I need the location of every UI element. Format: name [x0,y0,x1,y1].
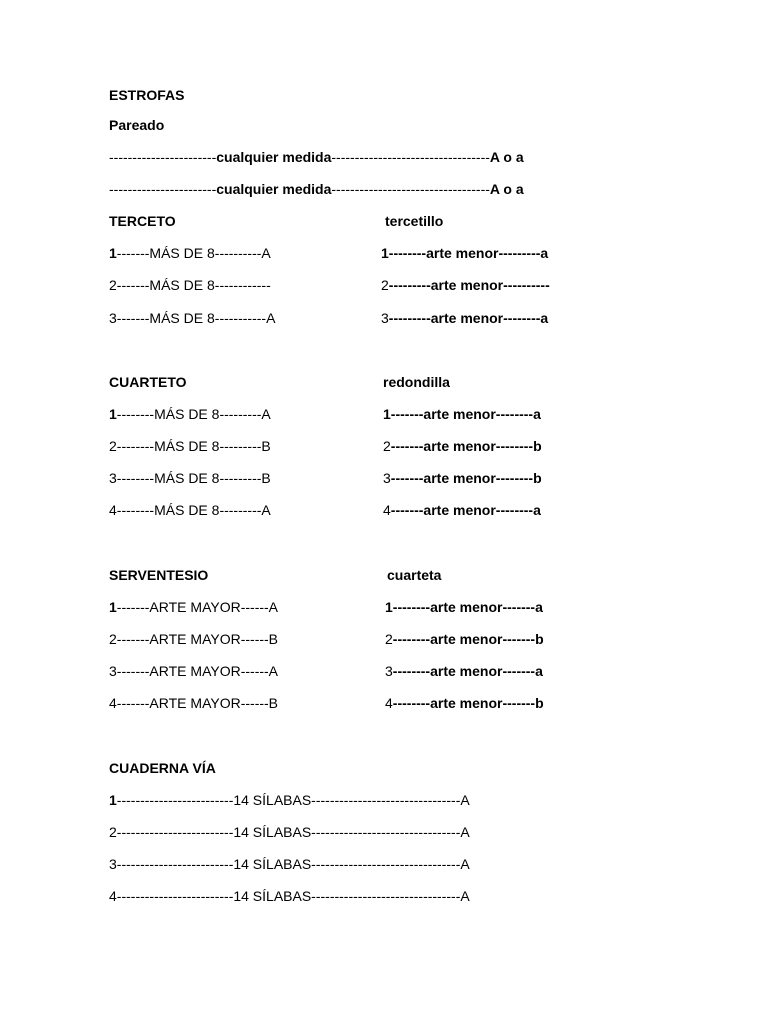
line-text: -------arte menor--------b [390,438,542,454]
line-number: 4 [383,502,391,518]
dashes: ----------------------- [109,149,217,165]
redondilla-line-2 [383,437,542,455]
cuarteta-line-4 [385,694,544,712]
line-text: -------ARTE MAYOR------A [116,663,279,679]
redondilla-line-4 [383,501,541,519]
cuarteto-heading: CUARTETO [109,374,187,390]
line-text: --------arte menor---------a [388,245,549,261]
serventesio-heading: SERVENTESIO [109,567,209,583]
line-number: 2 [381,277,389,293]
line-number: 1 [385,599,393,615]
line-text: -------arte menor--------b [390,470,542,486]
line-number: 3 [383,470,391,486]
terceto-line-3 [109,309,275,327]
line-number: 3 [109,856,117,872]
dashes: ---------------------------------- [331,181,490,197]
line-text: -------arte menor--------a [390,406,541,422]
redondilla-line-1 [383,405,541,423]
terceto-line-2 [109,276,271,294]
cuarteto-line-1 [109,405,271,423]
redondilla-heading: redondilla [383,374,450,390]
terceto-heading: TERCETO [109,213,176,229]
line-text: --------arte menor-------b [392,631,544,647]
line-number: 1 [381,245,389,261]
cuarteto-line-3 [109,469,271,487]
cuaderna-line-3 [109,855,470,873]
line-number: 2 [109,277,117,293]
line-number: 3 [109,470,117,486]
line-number: 2 [109,631,117,647]
line-number: 2 [109,824,117,840]
pareado-line-1 [109,148,524,166]
line-text: -------MÁS DE 8------------ [116,277,271,293]
tercetillo-heading: tercetillo [385,213,444,229]
line-number: 2 [385,631,393,647]
line-text: --------MÁS DE 8---------B [116,470,271,486]
line-number: 2 [383,438,391,454]
cuaderna-line-1 [109,791,470,809]
dashes: ---------------------------------- [331,149,490,165]
line-number: 4 [109,888,117,904]
tercetillo-line-3 [381,309,548,327]
line-text: --------MÁS DE 8---------A [116,502,271,518]
terceto-line-1 [109,244,271,262]
cuarteta-line-3 [385,662,543,680]
serventesio-line-4 [109,694,278,712]
cuarteta-line-2 [385,630,544,648]
redondilla-line-3 [383,469,542,487]
line-number: 1 [383,406,391,422]
line-number: 1 [109,245,117,261]
line-number: 3 [109,663,117,679]
line-text: --------MÁS DE 8---------A [116,406,271,422]
line-number: 3 [385,663,393,679]
measure-text: cualquier medida [216,149,332,165]
line-number: 4 [109,695,117,711]
line-text: -------------------------14 SÍLABAS--------------------------------A [116,888,470,904]
line-text: --------arte menor-------b [392,695,544,711]
dashes: ----------------------- [109,181,217,197]
line-number: 1 [109,792,117,808]
line-number: 2 [109,438,117,454]
cuarteto-line-4 [109,501,271,519]
tercetillo-line-1 [381,244,548,262]
rhyme: A o a [489,149,524,165]
line-text: -------------------------14 SÍLABAS--------------------------------A [116,792,470,808]
cuaderna-via-heading: CUADERNA VÍA [109,760,216,776]
rhyme: A o a [489,181,524,197]
tercetillo-line-2 [381,276,550,294]
line-number: 4 [109,502,117,518]
line-text: --------MÁS DE 8---------B [116,438,271,454]
serventesio-line-2 [109,630,278,648]
line-text: -------MÁS DE 8----------A [116,245,271,261]
line-number: 3 [381,310,389,326]
line-text: ---------arte menor---------- [388,277,550,293]
line-number: 3 [109,310,117,326]
cuarteta-heading: cuarteta [387,567,442,583]
line-text: -------ARTE MAYOR------A [116,599,279,615]
pareado-line-2 [109,180,524,198]
line-text: --------arte menor-------a [392,663,543,679]
cuarteta-line-1 [385,598,543,616]
line-text: -------ARTE MAYOR------B [116,631,279,647]
measure-text: cualquier medida [216,181,332,197]
line-text: -------------------------14 SÍLABAS--------------------------------A [116,824,470,840]
line-text: -------arte menor--------a [390,502,541,518]
serventesio-line-1 [109,598,278,616]
line-number: 4 [385,695,393,711]
line-text: -------MÁS DE 8-----------A [116,310,276,326]
document-title: ESTROFAS [109,87,185,103]
pareado-heading: Pareado [109,117,165,133]
line-number: 1 [109,406,117,422]
line-text: --------arte menor-------a [392,599,543,615]
line-number: 1 [109,599,117,615]
cuaderna-line-4 [109,887,470,905]
serventesio-line-3 [109,662,278,680]
line-text: -------ARTE MAYOR------B [116,695,279,711]
line-text: -------------------------14 SÍLABAS--------------------------------A [116,856,470,872]
cuarteto-line-2 [109,437,271,455]
cuaderna-line-2 [109,823,470,841]
line-text: ---------arte menor--------a [388,310,549,326]
